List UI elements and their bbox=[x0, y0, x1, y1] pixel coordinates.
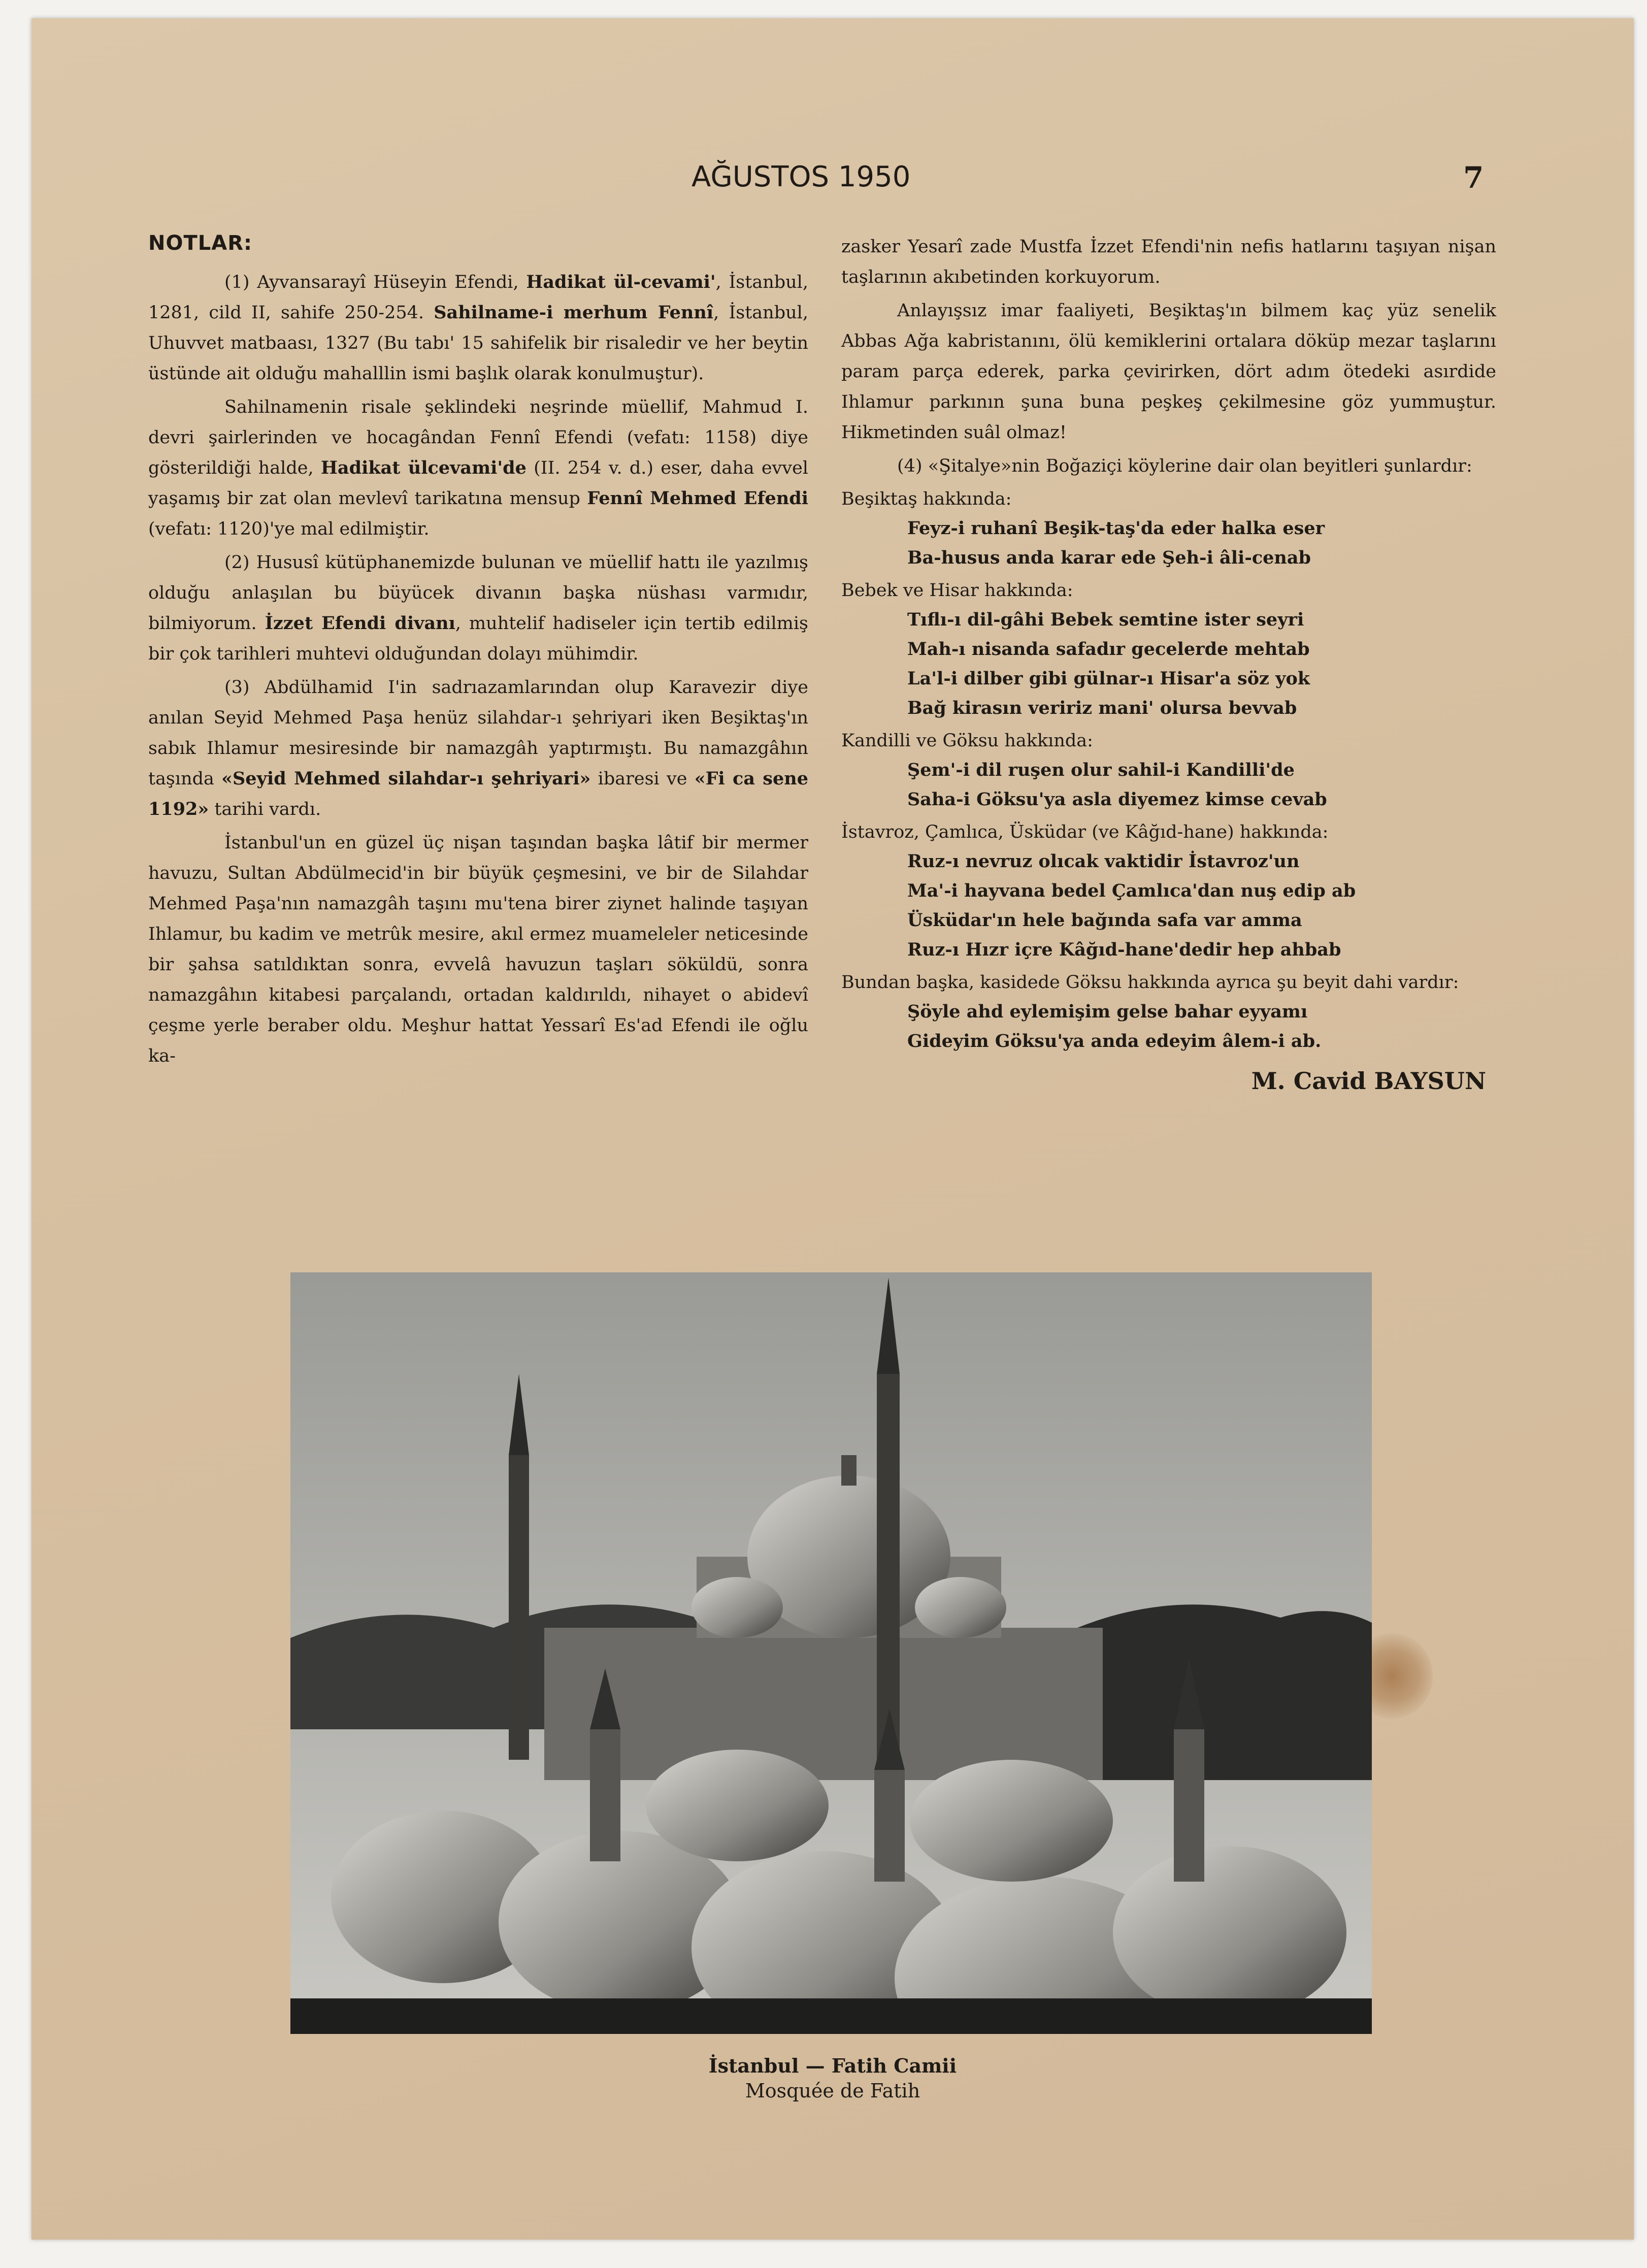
magazine-page bbox=[31, 18, 1634, 2240]
verse-line: Mah-ı nisanda safadır gecelerde mehtab bbox=[907, 639, 1310, 660]
closing-text: Bundan başka, kasidede Göksu hakkında ayrıca şu beyit dahi vardır: bbox=[841, 972, 1459, 993]
verse-section-label: Kandilli ve Göksu hakkında: bbox=[841, 731, 1093, 751]
page-number: 7 bbox=[1463, 160, 1484, 195]
note-3-comment: Anlayışsız imar faaliyeti, Beşiktaş'ın bilmem kaç yüz senelik Abbas Ağa kabristanını, ölü kemiklerini ortalara döküp mezar taşlarını param parça ederek, parka çevirirken, dört adım ötedeki asırdide Ihlamur parkının şuna buna peşkeş çekilmesine göz yummuştur. Hikmetinden suâl olmaz! bbox=[841, 301, 1496, 443]
verse-line: Ma'-i hayvana bedel Çamlıca'dan nuş edip ab bbox=[907, 880, 1356, 901]
verse-line: Ruz-ı nevruz olıcak vaktidir İstavroz'un bbox=[907, 851, 1300, 872]
verse-line: Saha-i Göksu'ya asla diyemez kimse cevab bbox=[907, 789, 1327, 810]
note-4: (4) «Şitalye»nin Boğaziçi köylerine dair olan beyitleri şunlardır: bbox=[897, 456, 1472, 476]
note-2: (2) Hususî kütüphanemizde bulunan ve müellif hattı ile yazılmış olduğu anlaşılan bu büyücek divanın başka nüshası varmıdır, bilmiyorum. İzzet Efendi divanı, muhtelif hadiseler için tertib edilmiş bir çok tarihleri muhtevi olduğundan dolayı mühimdir. bbox=[148, 552, 809, 664]
verse-section-label: İstavroz, Çamlıca, Üsküdar (ve Kâğıd-hane) hakkında: bbox=[841, 822, 1329, 842]
photo-caption-french: Mosquée de Fatih bbox=[745, 2080, 920, 2102]
notes-heading: NOTLAR: bbox=[148, 232, 253, 255]
right-column bbox=[841, 232, 1496, 1095]
author-signature: M. Cavid BAYSUN bbox=[1251, 1067, 1486, 1095]
verse-line: Ruz-ı Hızr içre Kâğıd-hane'dedir hep ahbab bbox=[907, 939, 1341, 960]
mosque-photo bbox=[290, 1272, 1372, 2034]
verse-line: Şöyle ahd eylemişim gelse bahar eyyamı bbox=[907, 1001, 1308, 1022]
verse-line: Ba-husus anda karar ede Şeh-i âli-cenab bbox=[907, 547, 1311, 568]
verse-line: Üsküdar'ın hele bağında safa var amma bbox=[907, 910, 1302, 931]
photo-caption-turkish: İstanbul — Fatih Camii bbox=[708, 2054, 957, 2077]
verse-line: Feyz-i ruhanî Beşik-taş'da eder halka eser bbox=[907, 518, 1325, 539]
verse-line: Gideyim Göksu'ya anda edeyim âlem-i ab. bbox=[907, 1031, 1322, 1051]
left-column bbox=[148, 232, 808, 1074]
note-3-end: zasker Yesarî zade Mustfa İzzet Efendi'nin nefis hatlarını taşıyan nişan taşlarının akıbetinden korkuyorum. bbox=[841, 237, 1496, 287]
note-3-continued: İstanbul'un en güzel üç nişan taşından başka lâtif bir mermer havuzu, Sultan Abdülmecid'in bir büyük çeşmesini, ve bir de Silahdar Mehmed Paşa'nın namazgâh taşını mu'tena birer ziynet halinde taşıyan Ihlamur, bu kadim ve metrûk mesire, akıl ermez muameleler neticesinde bir şahsa satıldıktan sonra, evvelâ havuzun taşları söküldü, sonra namazgâhın kitabesi parçalandı, ortadan kaldırıldı, nihayet o abidevî çeşme yerle beraber oldu. Meşhur hattat Yessarî Es'ad Efendi ile oğlu ka- bbox=[148, 833, 808, 1066]
verse-line: La'l-i dilber gibi gülnar-ı Hisar'a söz yok bbox=[907, 668, 1310, 689]
note-1-continued: Sahilnamenin risale şeklindeki neşrinde müellif, Mahmud I. devri şairlerinden ve hocagândan Fennî Efendi (vefatı: 1158) diye gösterildiği halde, Hadikat ülcevami'de (II. 254 v. d.) eser, daha evvel yaşamış bir zat olan mevlevî tarikatına mensup Fennî Mehmed Efendi (vefatı: 1120)'ye mal edilmiştir. bbox=[148, 397, 809, 539]
note-3: (3) Abdülhamid I'in sadrıazamlarından olup Karavezir diye anılan Seyid Mehmed Paşa henüz silahdar-ı şehriyari iken Beşiktaş'ın sabık Ihlamur mesiresinde bir namazgâh yaptırmıştı. Bu namazgâhın taşında «Seyid Mehmed silahdar-ı şehriyari» ibaresi ve «Fi ca sene 1192» tarihi vardı. bbox=[148, 677, 808, 819]
verse-line: Şem'-i dil ruşen olur sahil-i Kandilli'de bbox=[907, 760, 1295, 780]
verse-line: Bağ kirasın veririz mani' olursa bevvab bbox=[907, 698, 1297, 718]
verse-section-label: Beşiktaş hakkında: bbox=[841, 489, 1012, 509]
verse-section-label: Bebek ve Hisar hakkında: bbox=[841, 580, 1073, 601]
verse-line: Tıflı-ı dil-gâhi Bebek semtine ister seyri bbox=[907, 609, 1304, 630]
note-1: (1) Ayvansarayî Hüseyin Efendi, Hadikat ül-cevami', İstanbul, 1281, cild II, sahife 250-254. Sahilname-i merhum Fennî, İstanbul, Uhuvvet matbaası, 1327 (Bu tabı' 15 sahifelik bir risaledir ve her beytin üstünde ait olduğu mahalllin ismi başlık olarak konulmuştur). bbox=[148, 272, 808, 384]
issue-date: AĞUSTOS 1950 bbox=[691, 160, 911, 193]
